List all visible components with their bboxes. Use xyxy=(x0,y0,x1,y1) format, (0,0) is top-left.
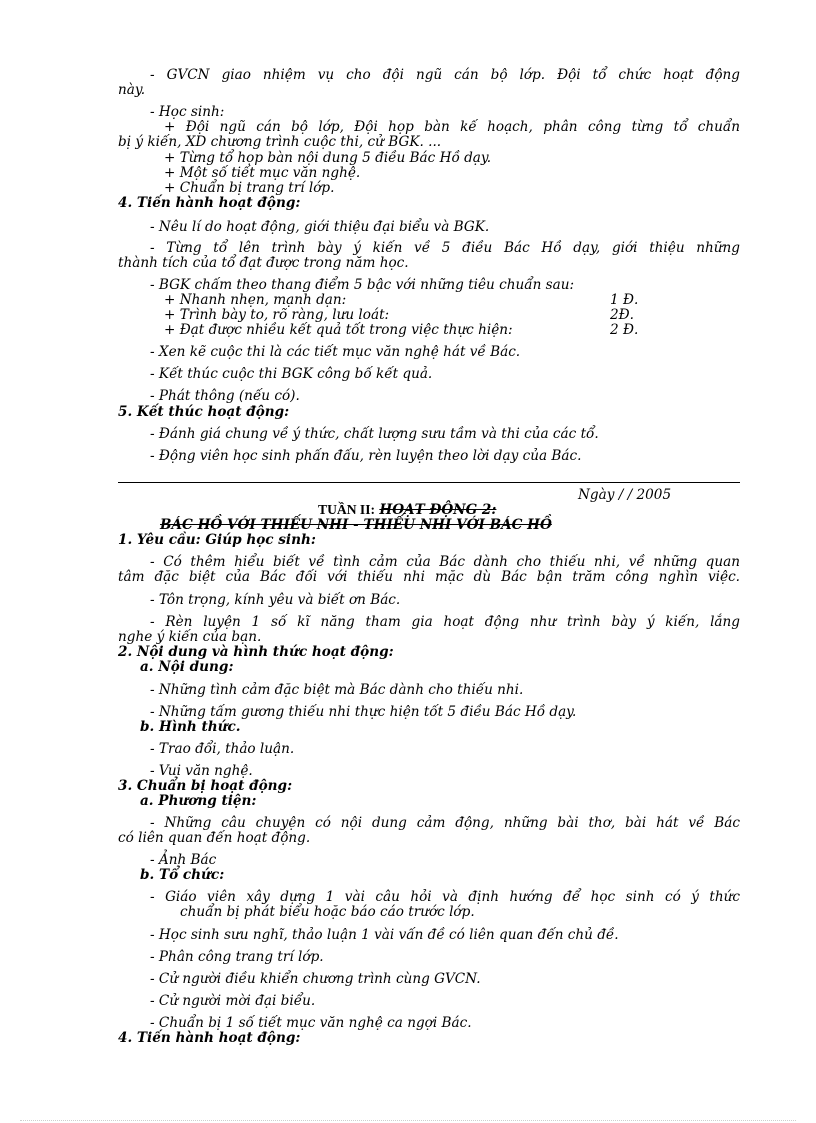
date-line: Ngày / / 2005 xyxy=(578,487,672,503)
text-line: - Đánh giá chung về ý thức, chất lượng sưu tầm và thi của các tổ. xyxy=(150,426,599,442)
section-heading: 4. Tiến hành hoạt động: xyxy=(118,195,301,211)
text-line: - Cử người mời đại biểu. xyxy=(150,993,316,1009)
section-heading: 4. Tiến hành hoạt động: xyxy=(118,1030,301,1046)
section-heading: 2. Nội dung và hình thức hoạt động: xyxy=(118,644,394,660)
criteria-points: 2 Đ. xyxy=(610,322,639,338)
subsection-heading: a. Phương tiện: xyxy=(140,793,257,809)
text-line: - Phân công trang trí lớp. xyxy=(150,949,324,965)
text-line: - Phát thông (nếu có). xyxy=(150,388,300,404)
text-line: nghe ý kiến của bạn. xyxy=(118,629,262,645)
text-line: - Học sinh sưu nghĩ, thảo luận 1 vài vấn đề có liên quan đến chủ đề. xyxy=(150,927,619,943)
text-line: - Xen kẽ cuộc thi là các tiết mục văn nghệ hát về Bác. xyxy=(150,344,521,360)
text-line: - Những câu chuyện có nội dung cảm động, những bài thơ, bài hát về Bác xyxy=(150,815,740,831)
criteria-row xyxy=(164,307,654,323)
criteria-label: + Trình bày to, rõ ràng, lưu loát: xyxy=(164,307,390,323)
criteria-label: + Nhanh nhẹn, mạnh dạn: xyxy=(164,292,347,308)
text-line: - Có thêm hiểu biết về tình cảm của Bác dành cho thiếu nhi, về những quan xyxy=(150,554,740,570)
text-line: có liên quan đến hoạt động. xyxy=(118,830,311,846)
text-line: - BGK chấm theo thang điểm 5 bậc với những tiêu chuẩn sau: xyxy=(150,277,575,293)
text-line: - Tôn trọng, kính yêu và biết ơn Bác. xyxy=(150,592,401,608)
text-line: + Một số tiết mục văn nghệ. xyxy=(164,165,361,181)
text-line: - Những tình cảm đặc biệt mà Bác dành cho thiếu nhi. xyxy=(150,682,524,698)
criteria-points: 1 Đ. xyxy=(610,292,639,308)
section-heading: 3. Chuẩn bị hoạt động: xyxy=(118,778,293,794)
text-line: - Chuẩn bị 1 số tiết mục văn nghệ ca ngợi Bác. xyxy=(150,1015,472,1031)
text-line: + Từng tổ họp bàn nội dung 5 điều Bác Hồ dạy. xyxy=(164,150,492,166)
text-line: - Ảnh Bác xyxy=(150,852,217,868)
text-line: - Cử người điều khiển chương trình cùng GVCN. xyxy=(150,971,481,987)
criteria-points: 2Đ. xyxy=(610,307,634,323)
text-line: + Chuẩn bị trang trí lớp. xyxy=(164,180,335,196)
criteria-row xyxy=(164,292,654,308)
week-label: TUẦN II: xyxy=(318,502,376,517)
text-line: - Những tấm gương thiếu nhi thực hiện tốt 5 điều Bác Hồ dạy. xyxy=(150,704,577,720)
text-line: tâm đặc biệt của Bác đối với thiếu nhi mặc dù Bác bận trăm công nghìn việc. xyxy=(118,569,740,585)
week-heading xyxy=(318,502,496,518)
divider xyxy=(118,482,740,483)
text-line: - Học sinh: xyxy=(150,104,225,120)
text-line: - Giáo viên xây dựng 1 vài câu hỏi và định hướng để học sinh có ý thức xyxy=(150,889,740,905)
subsection-heading: b. Hình thức. xyxy=(140,719,241,735)
text-line: + Đội ngũ cán bộ lớp, Đội họp bàn kế hoạch, phân công từng tổ chuẩn xyxy=(164,119,740,135)
text-line: - Từng tổ lên trình bày ý kiến về 5 điều Bác Hồ dạy, giới thiệu những xyxy=(150,240,740,256)
text-line: bị ý kiến, XD chương trình cuộc thi, cử BGK. ... xyxy=(118,134,442,150)
text-line: - Rèn luyện 1 số kĩ năng tham gia hoạt động như trình bày ý kiến, lắng xyxy=(150,614,740,630)
text-line: - Kết thúc cuộc thi BGK công bố kết quả. xyxy=(150,366,433,382)
section-heading: 1. Yêu cầu: Giúp học sinh: xyxy=(118,532,316,548)
activity-title: BÁC HỒ VỚI THIẾU NHI - THIẾU NHI VỚI BÁC HỒ xyxy=(160,517,552,533)
text-line: - Nêu lí do hoạt động, giới thiệu đại biểu và BGK. xyxy=(150,219,490,235)
text-line: này. xyxy=(118,82,146,98)
activity-label: HOẠT ĐỘNG 2: xyxy=(379,502,497,518)
criteria-row xyxy=(164,322,654,338)
page-bottom-border xyxy=(20,1120,796,1121)
text-line: - Vui văn nghệ. xyxy=(150,763,253,779)
subsection-heading: b. Tổ chức: xyxy=(140,867,225,883)
section-heading: 5. Kết thúc hoạt động: xyxy=(118,404,290,420)
text-line: - Động viên học sinh phấn đấu, rèn luyện theo lời dạy của Bác. xyxy=(150,448,582,464)
text-line: - Trao đổi, thảo luận. xyxy=(150,741,295,757)
criteria-label: + Đạt được nhiều kết quả tốt trong việc thực hiện: xyxy=(164,322,513,338)
text-line: - GVCN giao nhiệm vụ cho đội ngũ cán bộ lớp. Đội tổ chức hoạt động xyxy=(150,67,740,83)
subsection-heading: a. Nội dung: xyxy=(140,659,234,675)
text-line: thành tích của tổ đạt được trong năm học. xyxy=(118,255,409,271)
text-line: chuẩn bị phát biểu hoặc báo cáo trước lớp. xyxy=(180,904,475,920)
